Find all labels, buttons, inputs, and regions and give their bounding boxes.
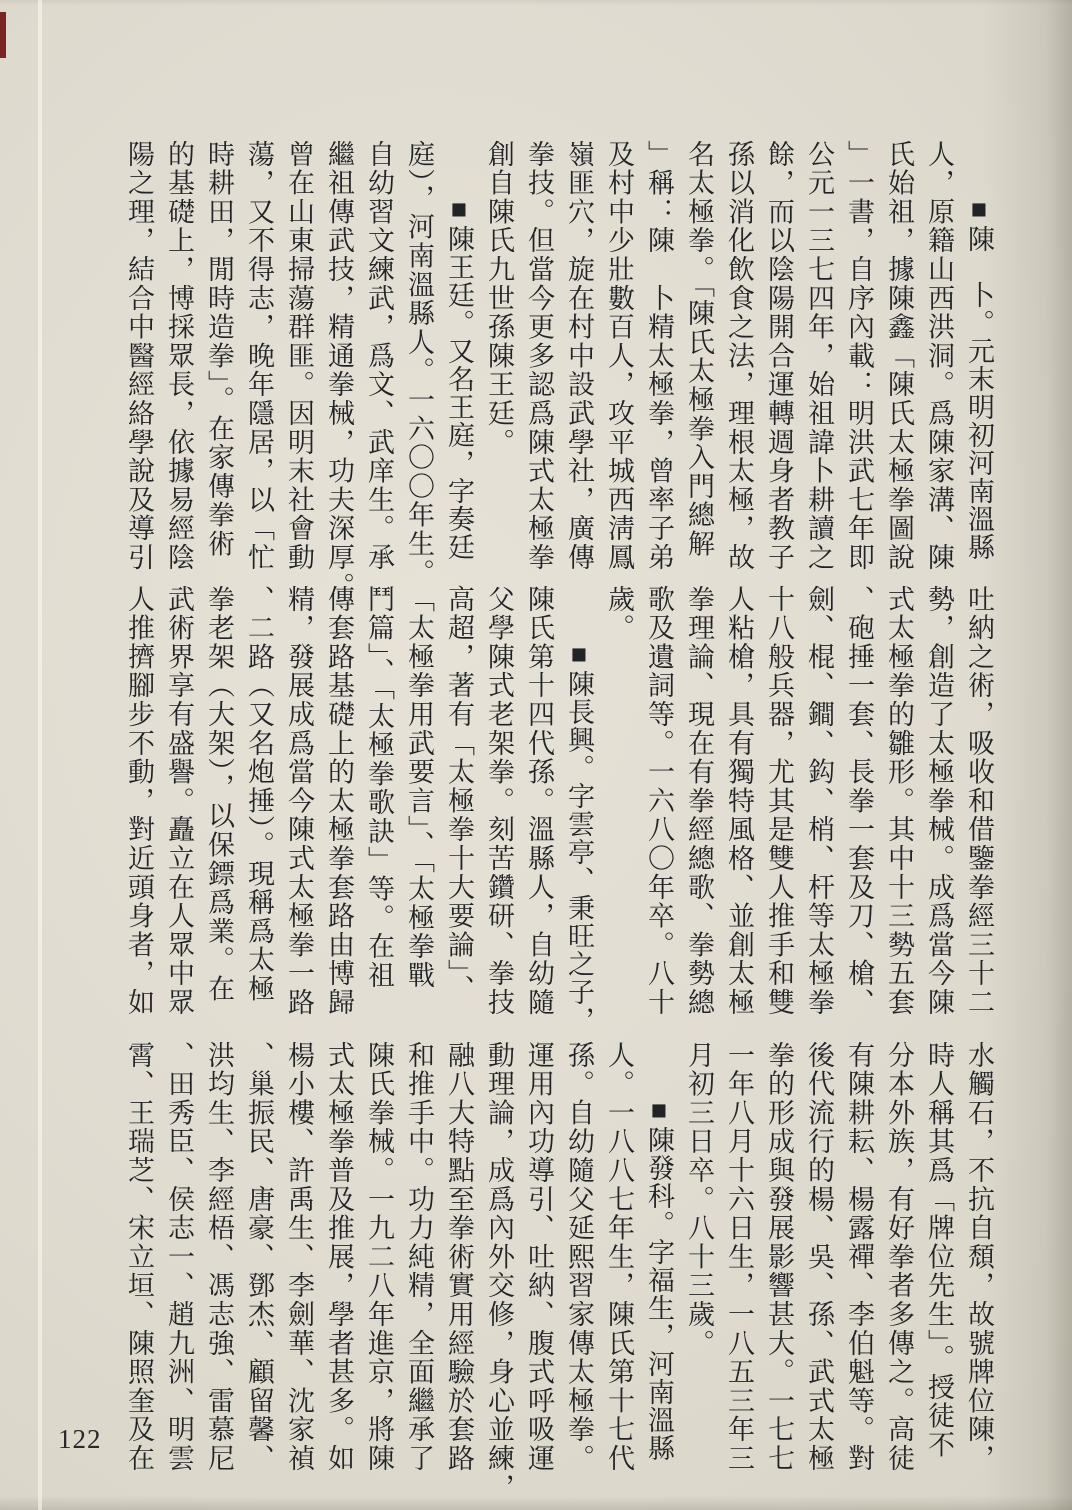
text-column: 庭），河南溫縣人。一六〇〇年生。 — [404, 140, 434, 588]
text-column: 時耕田，閒時造拳」。在家傳拳術 — [204, 140, 234, 559]
text-column: 人粘槍，具有獨特風格、並創太極 — [724, 585, 754, 1017]
text-column: 人，原籍山西洪洞。爲陳家溝、陳 — [924, 140, 954, 572]
text-column: 吐納之術，吸收和借鑒拳經三十二 — [964, 585, 994, 1017]
text-column: 楊小樓、許禹生、李劍華、沈家禎 — [284, 1041, 314, 1473]
text-column: 和推手中。功力純精，全面繼承了 — [404, 1041, 434, 1473]
text-column: 拳技。但當今更多認爲陳式太極拳 — [524, 140, 554, 572]
text-column: 、田秀臣、侯志一、趙九洲、明雲 — [164, 1041, 194, 1473]
text-column: 有陳耕耘、楊露禪、李伯魁等。對 — [844, 1041, 874, 1473]
text-column: 高超，著有「太極拳十大要論」、 — [444, 585, 474, 1004]
text-column: 時人稱其爲「牌位先生」。授徒不 — [924, 1041, 954, 1460]
text-column: 洪均生、李經梧、馮志強、雷慕尼 — [204, 1041, 234, 1473]
text-column: 蕩，又不得志，晚年隱居，以「忙 — [244, 140, 274, 572]
text-column: 式太極拳普及推展，學者甚多。如 — [324, 1041, 354, 1473]
text-column: 父學陳式老架拳。刻苦鑽研、拳技 — [484, 585, 514, 1017]
text-column: 人。一八八七年生，陳氏第十七代 — [604, 1041, 634, 1473]
text-column: 歌及遺詞等。一六八〇年卒。八十 — [644, 585, 674, 1017]
red-edge-mark — [0, 12, 6, 58]
text-column: 孫以消化飲食之法，理根太極，故 — [724, 140, 754, 572]
entry-start-column: ■陳 卜。元末明初河南溫縣 — [964, 194, 994, 561]
text-column: 及村中少壯數百人，攻平城西淸鳳 — [604, 140, 634, 572]
text-column: 陳氏拳械。一九二八年進京，將陳 — [364, 1041, 394, 1473]
text-column: 「太極拳用武要言」、「太極拳戰 — [404, 585, 434, 990]
text-column: 勢，創造了太極拳械。成爲當今陳 — [924, 585, 954, 1017]
text-column: 孫。自幼隨父延熙習家傳太極拳。 — [564, 1041, 594, 1473]
text-column: 的基礎上，博採眾長，依據易經陰 — [164, 140, 194, 572]
text-column: 氏始祖，據陳鑫「陳氏太極拳圖說 — [884, 140, 914, 572]
text-column: 人推擠腳步不動，對近頭身者，如 — [124, 585, 154, 1017]
text-column: 創自陳氏九世孫陳王廷。 — [484, 140, 514, 457]
text-column: 鬥篇」、「太極拳歌訣」等。在祖 — [364, 585, 394, 990]
text-column: 名太極拳。「陳氏太極拳入門總解 — [684, 140, 714, 559]
text-column: 自幼習文練武，爲文、武庠生。承 — [364, 140, 394, 572]
entry-start-column: ■陳王廷。又名王庭，字奏廷 — [444, 194, 474, 561]
text-column: 傳套路基礎上的太極拳套路由博歸 — [324, 585, 354, 1017]
text-column: 霄、王瑞芝、宋立垣、陳照奎及在 — [124, 1041, 154, 1473]
text-column: 十八般兵器，尤其是雙人推手和雙 — [764, 585, 794, 1017]
text-column: 精，發展成爲當今陳式太極拳一路 — [284, 585, 314, 1017]
text-column: 運用內功導引、吐納、腹式呼吸運 — [524, 1041, 554, 1473]
text-column: 公元一三七四年，始祖諱卜耕讀之 — [804, 140, 834, 572]
text-column: 後代流行的楊、吳、孫、武式太極 — [804, 1041, 834, 1473]
text-column: 武術界享有盛譽。矗立在人眾中眾 — [164, 585, 194, 1017]
text-column: 嶺匪穴，旋在村中設武學社，廣傳 — [564, 140, 594, 572]
page-number: 122 — [58, 1424, 102, 1454]
text-column: 繼祖傳武技，精通拳械，功夫深厚。 — [324, 140, 354, 601]
text-column: 式太極拳的雛形。其中十三勢五套 — [884, 585, 914, 1017]
text-column: 」一書，自序內載：明洪武七年即 — [844, 140, 874, 572]
text-column: 陳氏第十四代孫。溫縣人，自幼隨 — [524, 585, 554, 1017]
entry-start-column: ■陳發科。字福生，河南溫縣 — [644, 1095, 674, 1462]
text-section-middle — [114, 585, 994, 1034]
entry-start-column: ■陳長興。字雲亭、秉旺之子， — [564, 639, 594, 1034]
text-column: 分本外族，有好拳者多傳之。高徒 — [884, 1041, 914, 1473]
text-column: 拳理論、現在有拳經總歌、拳勢總 — [684, 585, 714, 1017]
text-column: 歲。 — [604, 585, 634, 643]
text-column: 、二路（又名炮捶）。現稱爲太極 — [244, 585, 274, 1004]
text-column: 水觸石，不抗自頹，故號牌位陳， — [964, 1041, 994, 1473]
text-column: 、巢振民、唐豪、鄧杰、顧留馨、 — [244, 1041, 274, 1473]
text-column: 陽之理，結合中醫經絡學說及導引 — [124, 140, 154, 572]
text-column: 動理論，成爲內外交修，身心並練， — [484, 1041, 514, 1502]
text-column: 融八大特點至拳術實用經驗於套路 — [444, 1041, 474, 1473]
text-column: 拳老架（大架），以保鏢爲業。在 — [204, 585, 234, 1004]
text-column: 拳的形成與發展影響甚大。一七七 — [764, 1041, 794, 1473]
text-column: 一年八月十六日生，一八五三年三 — [724, 1041, 754, 1473]
text-section-bottom — [114, 1041, 994, 1502]
text-section-top — [114, 140, 994, 601]
text-column: 月初三日卒。八十三歲。 — [684, 1041, 714, 1358]
text-column: 曾在山東掃蕩群匪。因明末社會動 — [284, 140, 314, 572]
paper-crease — [38, 0, 42, 1510]
text-column: 、砲捶一套、長拳一套及刀、槍、 — [844, 585, 874, 1017]
text-column: 劍、棍、鐧、鈎、梢、杆等太極拳 — [804, 585, 834, 1017]
text-column: 」稱：陳 卜精太極拳，曾率子弟 — [644, 140, 674, 572]
text-column: 餘，而以陰陽開合運轉週身者教子 — [764, 140, 794, 572]
